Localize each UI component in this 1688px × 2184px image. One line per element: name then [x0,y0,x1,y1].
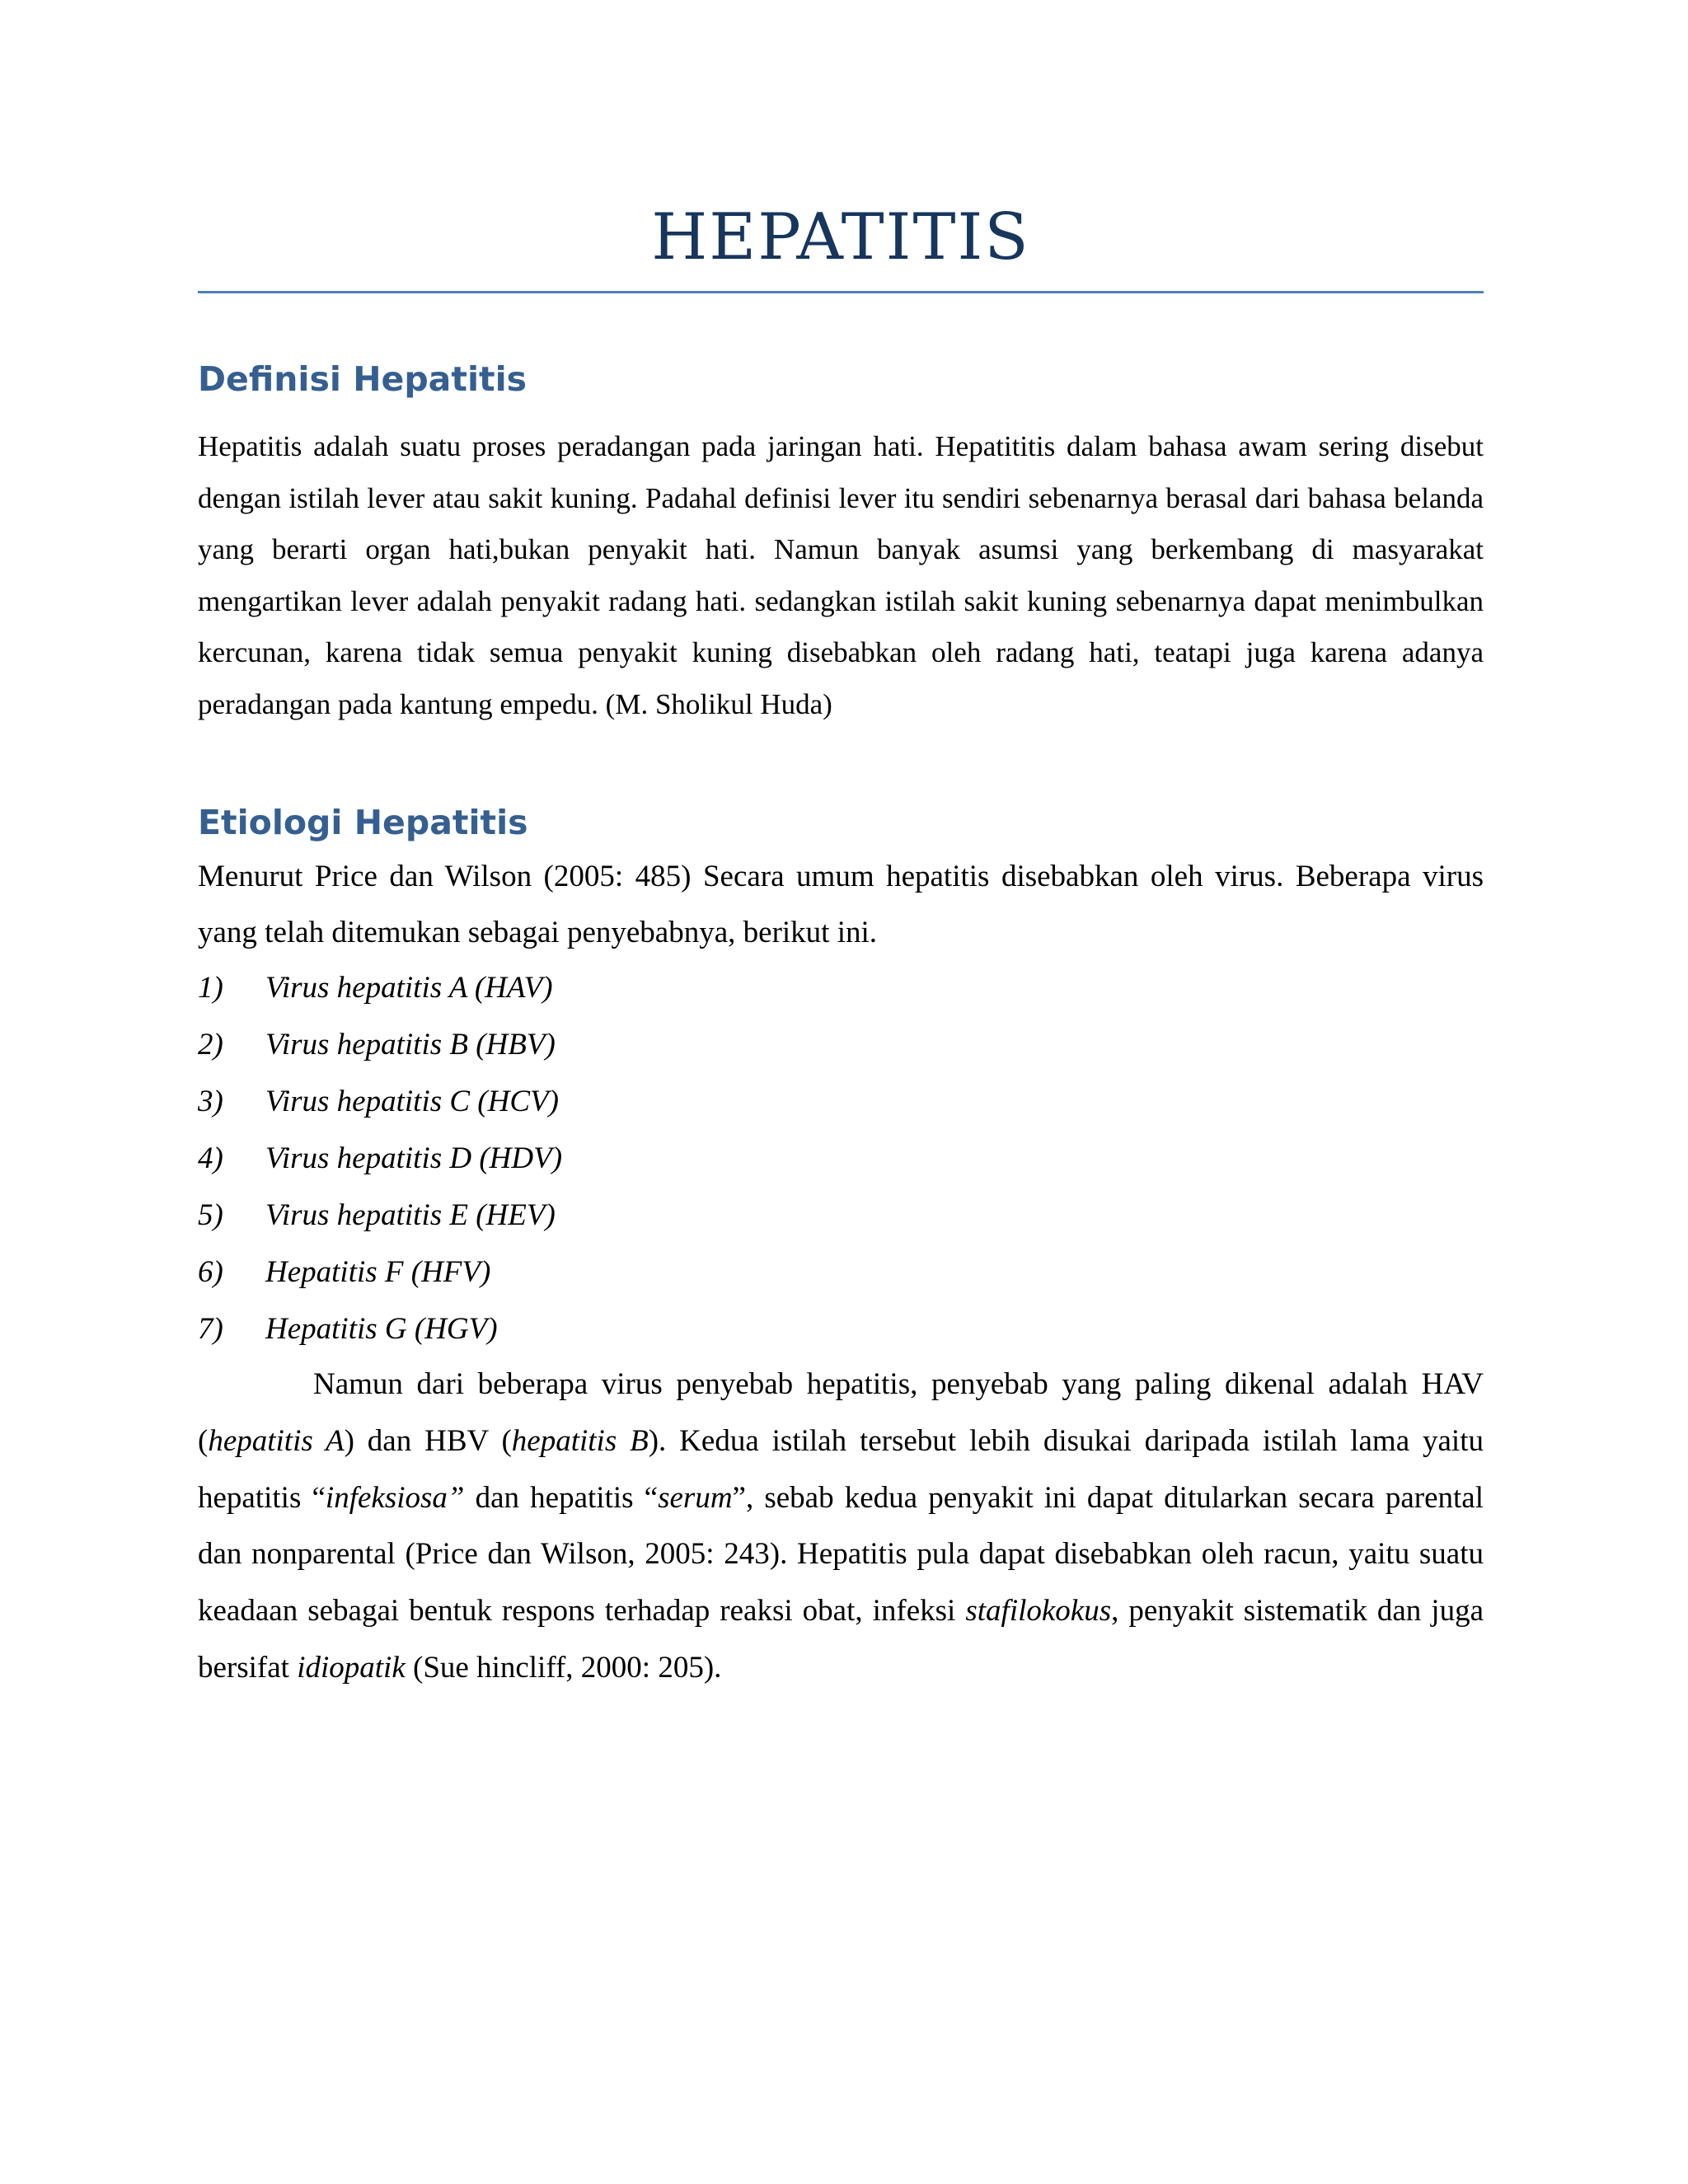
etiologi-closing-paragraph [198,1357,1484,1697]
list-item [198,1244,562,1301]
list-item-text: Virus hepatitis A (HAV) [265,971,553,1005]
closing-italic-1: hepatitis A [208,1423,345,1458]
list-item-text: Hepatitis F (HFV) [265,1255,491,1289]
list-item [198,1187,562,1244]
list-item [198,959,562,1016]
list-item-text: Virus hepatitis B (HBV) [265,1028,556,1062]
title-underline [198,291,1484,293]
list-item [198,1073,562,1130]
closing-italic-5: stafilokokus [965,1594,1112,1629]
virus-list [198,959,562,1357]
list-item-text: Virus hepatitis C (HCV) [265,1085,559,1118]
definisi-paragraph: Hepatitis adalah suatu proses peradangan pada jaringan hati. Hepatititis dalam bahasa awam sering disebut dengan istilah lever atau sakit kuning. Padahal definisi lever itu sendiri sebenarnya berasal dari bahasa belanda yang berarti organ hati,bukan penyakit hati. Namun banyak asumsi yang berkembang di masyarakat mengartikan lever adalah penyakit radang hati. sedangkan istilah sakit kuning sebenarnya dapat menimbulkan kercunan, karena tidak semua penyakit kuning disebabkan oleh radang hati, teatapi juga karena adanya peradangan pada kantung empedu. (M. Sholikul Huda) [198,430,1484,720]
list-item [198,1016,562,1073]
list-item-number: 6) [198,1255,223,1289]
list-item-text: Virus hepatitis E (HEV) [265,1198,556,1232]
list-item [198,1301,562,1357]
list-item-number: 1) [198,971,223,1005]
section-heading-etiologi: Etiologi Hepatitis [198,803,528,842]
closing-italic-6: idiopatik [297,1650,406,1685]
list-item-text: Hepatitis G (HGV) [265,1312,498,1346]
section-heading-definisi: Definisi Hepatitis [198,359,528,399]
list-item [198,1130,562,1187]
closing-text-6: , penyakit sistematik dan juga bersifat [198,1594,1484,1685]
closing-text-2: ) dan HBV ( [344,1423,512,1458]
closing-italic-2: hepatitis B [511,1423,649,1458]
closing-text-4: dan hepatitis “ [464,1480,659,1515]
list-item-number: 2) [198,1028,223,1062]
list-item-number: 3) [198,1085,223,1118]
document-title: HEPATITIS [651,200,1030,274]
etiologi-intro-paragraph: Menurut Price dan Wilson (2005: 485) Secara umum hepatitis disebabkan oleh virus. Beberapa virus yang telah ditemukan sebagai penyebabnya, berikut ini. [198,860,1484,949]
closing-text-1: Namun dari beberapa virus penyebab hepatitis, penyebab yang paling dikenal adalah HAV ( [198,1367,1484,1458]
list-item-number: 4) [198,1141,223,1175]
closing-text-5: ”, sebab kedua penyakit ini dapat ditularkan secara parental dan nonparental (Price dan Wilson, 2005: 243). Hepatitis pula dapat disebabkan oleh racun, yaitu suatu keadaan sebagai bentuk respons terhadap reaksi obat, infeksi [198,1480,1484,1629]
list-item-text: Virus hepatitis D (HDV) [265,1141,563,1175]
list-item-number: 5) [198,1198,223,1232]
list-item-number: 7) [198,1312,223,1346]
closing-italic-4: serum [658,1480,733,1515]
closing-text-3: ). Kedua istilah tersebut lebih disukai daripada istilah lama yaitu hepatitis “ [198,1423,1484,1515]
closing-italic-3: infeksiosa” [325,1480,465,1515]
closing-text-7: (Sue hincliff, 2000: 205). [405,1650,722,1685]
